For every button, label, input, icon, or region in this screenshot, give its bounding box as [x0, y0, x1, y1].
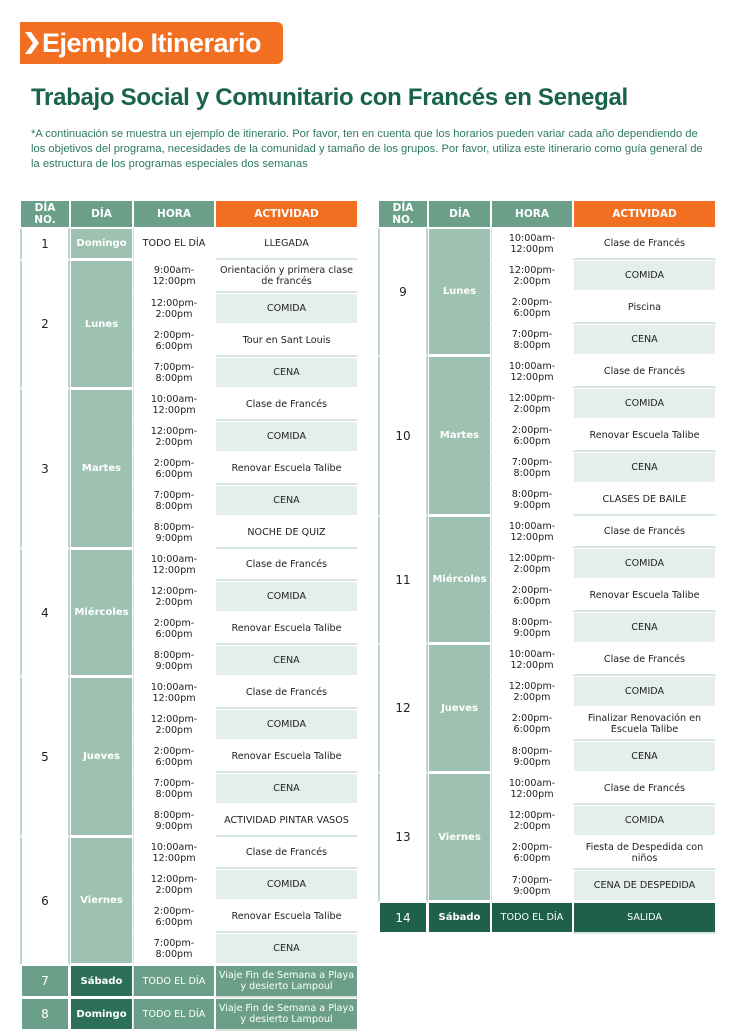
activity: Clase de Francés — [573, 644, 716, 676]
activity: Fiesta de Despedida con niños — [573, 837, 716, 870]
time-slot: 12:00pm-2:00pm — [133, 293, 215, 325]
activity: Clase de Francés — [573, 773, 716, 805]
col-header-day-no: DÍA NO. — [20, 200, 70, 228]
time-slot: 2:00pm-6:00pm — [133, 901, 215, 933]
day-number: 11 — [378, 516, 428, 644]
time-slot: 7:00pm-8:00pm — [491, 324, 573, 356]
table-row — [378, 644, 716, 676]
table-row — [20, 260, 358, 293]
itinerary-table-left — [20, 200, 358, 1031]
table-row — [378, 228, 716, 260]
table-row — [20, 549, 358, 581]
table-row — [378, 773, 716, 805]
activity: CENA — [573, 324, 716, 356]
col-header-day: DÍA — [70, 200, 133, 228]
banner-title: Ejemplo Itinerario — [42, 28, 262, 58]
activity: CENA — [215, 933, 358, 965]
day-number: 2 — [20, 260, 70, 389]
day-name: Viernes — [428, 773, 491, 902]
activity: Renovar Escuela Talibe — [215, 613, 358, 645]
activity: COMIDA — [215, 709, 358, 741]
activity: Clase de Francés — [215, 677, 358, 709]
time-slot: 2:00pm-6:00pm — [491, 580, 573, 612]
itinerary-note: *A continuación se muestra un ejemplo de itinerario. Por favor, ten en cuenta que los horarios pueden variar cada año dependiendo de los objetivos del programa, necesidades de la comunidad y tamaño de los grupos. Por favor, utiliza este itinerario como guía general de la estructura de los programas especiales dos semanas — [31, 128, 703, 170]
day-name: Miércoles — [428, 516, 491, 644]
activity: CENA DE DESPEDIDA — [573, 870, 716, 902]
activity: Clase de Francés — [215, 389, 358, 421]
table-row — [20, 837, 358, 869]
activity: Clase de Francés — [215, 549, 358, 581]
time-slot: 2:00pm-6:00pm — [133, 453, 215, 485]
col-header-hour: HORA — [491, 200, 573, 228]
table-row — [378, 356, 716, 388]
time-slot: 8:00pm-9:00pm — [491, 741, 573, 773]
time-slot: 12:00pm-2:00pm — [133, 421, 215, 453]
day-name: Lunes — [70, 260, 133, 389]
activity: LLEGADA — [215, 228, 358, 260]
time-slot: 10:00am-12:00pm — [491, 773, 573, 805]
activity: COMIDA — [215, 421, 358, 453]
time-slot: 8:00pm-9:00pm — [133, 517, 215, 549]
time-slot: 7:00pm-8:00pm — [133, 773, 215, 805]
table-row — [20, 965, 358, 998]
activity: Renovar Escuela Talibe — [215, 453, 358, 485]
time-slot: 12:00pm-2:00pm — [491, 676, 573, 708]
time-slot: 2:00pm-6:00pm — [491, 837, 573, 870]
activity: Viaje Fin de Semana a Playa y desierto Lampoul — [215, 965, 358, 998]
day-name: Domingo — [70, 228, 133, 260]
chevron-right-icon — [25, 32, 39, 54]
time-slot: 12:00pm-2:00pm — [491, 388, 573, 420]
table-row — [20, 677, 358, 709]
time-slot: 2:00pm-6:00pm — [491, 708, 573, 741]
section-banner — [20, 22, 283, 64]
activity: Piscina — [573, 292, 716, 324]
time-slot: 12:00pm-2:00pm — [133, 709, 215, 741]
activity: CENA — [573, 741, 716, 773]
table-row — [20, 998, 358, 1031]
day-number: 3 — [20, 389, 70, 549]
day-number: 14 — [378, 902, 428, 934]
time-slot: 10:00am-12:00pm — [491, 356, 573, 388]
activity: COMIDA — [573, 260, 716, 292]
activity: CENA — [215, 485, 358, 517]
time-slot: 8:00pm-9:00pm — [491, 484, 573, 516]
activity: CENA — [215, 645, 358, 677]
time-slot: 8:00pm-9:00pm — [491, 612, 573, 644]
time-slot: 2:00pm-6:00pm — [133, 613, 215, 645]
table-row — [20, 228, 358, 260]
col-header-day-no: DÍA NO. — [378, 200, 428, 228]
activity: CLASES DE BAILE — [573, 484, 716, 516]
activity: Clase de Francés — [215, 837, 358, 869]
time-slot: 12:00pm-2:00pm — [491, 260, 573, 292]
time-slot: 10:00am-12:00pm — [491, 516, 573, 548]
time-slot: 2:00pm-6:00pm — [491, 420, 573, 452]
activity: CENA — [215, 357, 358, 389]
activity: COMIDA — [573, 548, 716, 580]
time-slot: 10:00am-12:00pm — [133, 549, 215, 581]
activity: Clase de Francés — [573, 356, 716, 388]
activity: COMIDA — [215, 869, 358, 901]
day-name: Jueves — [70, 677, 133, 837]
day-name: Sábado — [428, 902, 491, 934]
time-slot: 10:00am-12:00pm — [491, 644, 573, 676]
day-name: Lunes — [428, 228, 491, 356]
activity: Renovar Escuela Talibe — [573, 420, 716, 452]
day-name: Domingo — [70, 998, 133, 1031]
day-number: 4 — [20, 549, 70, 677]
day-name: Martes — [428, 356, 491, 516]
day-number: 1 — [20, 228, 70, 260]
activity: Tour en Sant Louis — [215, 325, 358, 357]
day-number: 9 — [378, 228, 428, 356]
page-title: Trabajo Social y Comunitario con Francés en Senegal — [31, 84, 628, 111]
time-slot: 12:00pm-2:00pm — [491, 548, 573, 580]
activity: CENA — [573, 612, 716, 644]
table-row — [378, 902, 716, 934]
activity: Orientación y primera clase de francés — [215, 260, 358, 293]
activity: Viaje Fin de Semana a Playa y desierto Lampoul — [215, 998, 358, 1031]
day-name: Viernes — [70, 837, 133, 965]
activity: NOCHE DE QUIZ — [215, 517, 358, 549]
col-header-activity: ACTIVIDAD — [215, 200, 358, 228]
activity: COMIDA — [215, 581, 358, 613]
day-number: 8 — [20, 998, 70, 1031]
time-slot: 7:00pm-8:00pm — [133, 933, 215, 965]
day-name: Miércoles — [70, 549, 133, 677]
time-slot: 12:00pm-2:00pm — [491, 805, 573, 837]
itinerary-table-right — [378, 200, 716, 934]
day-number: 13 — [378, 773, 428, 902]
activity: COMIDA — [573, 388, 716, 420]
day-number: 7 — [20, 965, 70, 998]
activity: Renovar Escuela Talibe — [215, 741, 358, 773]
activity: Clase de Francés — [573, 228, 716, 260]
time-slot: 12:00pm-2:00pm — [133, 581, 215, 613]
time-slot: 7:00pm-9:00pm — [491, 870, 573, 902]
day-number: 5 — [20, 677, 70, 837]
day-number: 12 — [378, 644, 428, 773]
activity: CENA — [573, 452, 716, 484]
col-header-hour: HORA — [133, 200, 215, 228]
activity: Clase de Francés — [573, 516, 716, 548]
time-slot: 2:00pm-6:00pm — [133, 741, 215, 773]
col-header-day: DÍA — [428, 200, 491, 228]
activity: Finalizar Renovación en Escuela Talibe — [573, 708, 716, 741]
col-header-activity: ACTIVIDAD — [573, 200, 716, 228]
time-slot: 7:00pm-8:00pm — [133, 357, 215, 389]
day-name: Sábado — [70, 965, 133, 998]
time-slot: TODO EL DÍA — [133, 228, 215, 260]
activity: Renovar Escuela Talibe — [215, 901, 358, 933]
time-slot: 2:00pm-6:00pm — [133, 325, 215, 357]
day-name: Jueves — [428, 644, 491, 773]
activity: SALIDA — [573, 902, 716, 934]
time-slot: 10:00am-12:00pm — [133, 389, 215, 421]
activity: COMIDA — [215, 293, 358, 325]
time-slot: TODO EL DÍA — [133, 998, 215, 1031]
table-row — [20, 389, 358, 421]
table-row — [378, 516, 716, 548]
time-slot: 10:00am-12:00pm — [133, 677, 215, 709]
time-slot: 7:00pm-8:00pm — [133, 485, 215, 517]
activity: Renovar Escuela Talibe — [573, 580, 716, 612]
time-slot: 8:00pm-9:00pm — [133, 805, 215, 837]
activity: COMIDA — [573, 676, 716, 708]
day-number: 10 — [378, 356, 428, 516]
time-slot: 8:00pm-9:00pm — [133, 645, 215, 677]
day-name: Martes — [70, 389, 133, 549]
time-slot: 10:00am-12:00pm — [133, 837, 215, 869]
day-number: 6 — [20, 837, 70, 965]
activity: ACTIVIDAD PINTAR VASOS — [215, 805, 358, 837]
time-slot: 10:00am-12:00pm — [491, 228, 573, 260]
time-slot: 9:00am-12:00pm — [133, 260, 215, 293]
time-slot: 7:00pm-8:00pm — [491, 452, 573, 484]
time-slot: 12:00pm-2:00pm — [133, 869, 215, 901]
time-slot: TODO EL DÍA — [491, 902, 573, 934]
time-slot: 2:00pm-6:00pm — [491, 292, 573, 324]
activity: CENA — [215, 773, 358, 805]
activity: COMIDA — [573, 805, 716, 837]
time-slot: TODO EL DÍA — [133, 965, 215, 998]
